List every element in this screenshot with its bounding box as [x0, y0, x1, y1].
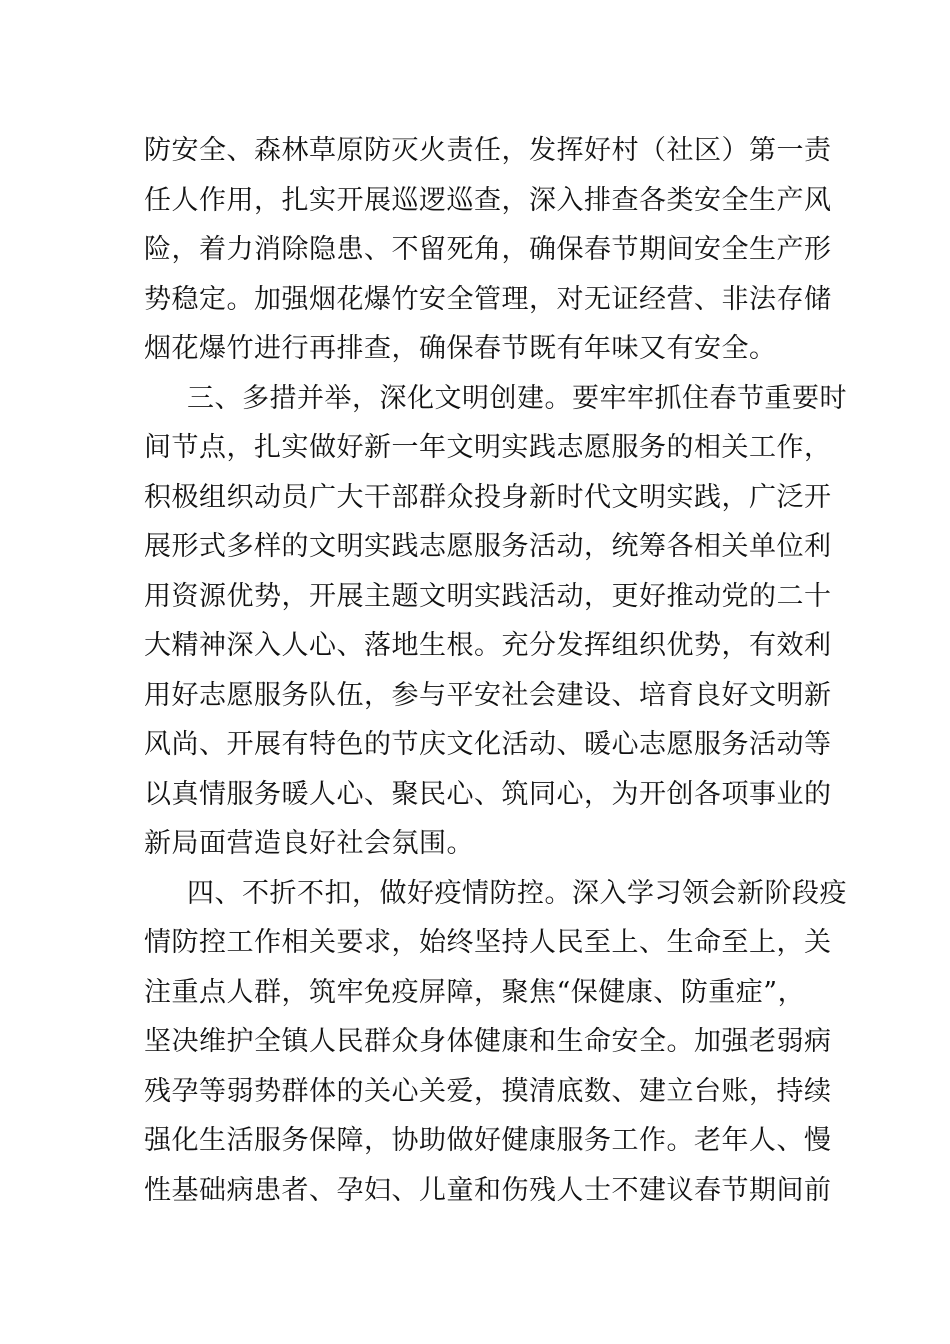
text-line: 烟花爆竹进行再排查，确保春节既有年味又有安全。: [144, 333, 777, 364]
text-line: 情防控工作相关要求，始终坚持人民至上、生命至上，关: [144, 927, 832, 958]
text-line: 新局面营造良好社会氛围。: [144, 828, 474, 859]
text-line: 间节点，扎实做好新一年文明实践志愿服务的相关工作，: [144, 432, 832, 463]
paragraph-start-line: 三、多措并举，深化文明创建。要牢牢抓住春节重要时: [187, 382, 847, 414]
text-line: 坚决维护全镇人民群众身体健康和生命安全。加强老弱病: [144, 1026, 832, 1057]
text-line: 性基础病患者、孕妇、儿童和伤残人士不建议春节期间前: [144, 1174, 832, 1206]
text-line: 以真情服务暖人心、聚民心、筑同心，为开创各项事业的: [144, 778, 832, 810]
text-line: 险，着力消除隐患、不留死角，确保春节期间安全生产形: [144, 234, 832, 265]
text-line: 风尚、开展有特色的节庆文化活动、暖心志愿服务活动等: [144, 729, 832, 760]
text-line: 任人作用，扎实开展巡逻巡查，深入排查各类安全生产风: [144, 184, 832, 216]
text-line: 注重点人群，筑牢免疫屏障，聚焦“保健康、防重症”，: [144, 976, 806, 1008]
body-text: [144, 126, 847, 1215]
text-line: 积极组织动员广大干部群众投身新时代文明实践，广泛开: [144, 481, 832, 513]
text-line: 用好志愿服务队伍，参与平安社会建设、培育良好文明新: [144, 679, 832, 711]
text-line: 用资源优势，开展主题文明实践活动，更好推动党的二十: [144, 580, 832, 612]
text-line: 势稳定。加强烟花爆竹安全管理，对无证经营、非法存储: [144, 283, 832, 315]
text-line: 防安全、森林草原防灭火责任，发挥好村（社区）第一责: [144, 135, 832, 166]
text-line: 残孕等弱势群体的关心关爱，摸清底数、建立台账，持续: [144, 1075, 832, 1107]
text-line: 大精神深入人心、落地生根。充分发挥组织优势，有效利: [144, 630, 832, 661]
paragraph-start-line: 四、不折不扣，做好疫情防控。深入学习领会新阶段疫: [187, 877, 847, 909]
text-line: 强化生活服务保障，协助做好健康服务工作。老年人、慢: [144, 1125, 832, 1156]
text-line: 展形式多样的文明实践志愿服务活动，统筹各相关单位利: [144, 531, 832, 562]
